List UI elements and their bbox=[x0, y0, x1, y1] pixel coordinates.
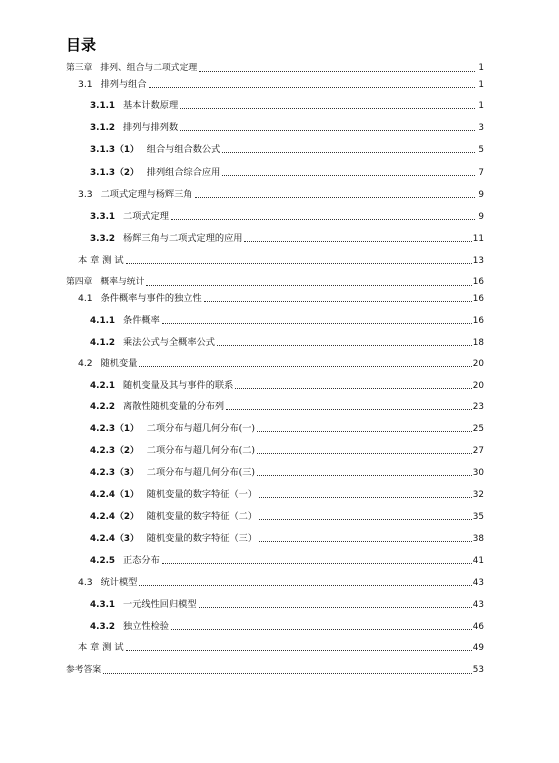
toc-entry-page: 5 bbox=[478, 145, 484, 155]
toc-entry-title: 独立性检验 bbox=[123, 621, 169, 632]
toc-entry-title: 排列与排列数 bbox=[123, 122, 179, 133]
toc-entry[interactable] bbox=[90, 210, 484, 223]
dot-leader bbox=[259, 518, 472, 520]
toc-entry-page: 43 bbox=[472, 600, 484, 610]
toc-entry[interactable] bbox=[90, 232, 484, 245]
toc-entry[interactable] bbox=[90, 444, 484, 457]
toc-entry-number: 4.2 bbox=[78, 358, 93, 369]
toc-entry-page: 1 bbox=[478, 101, 484, 111]
dot-leader bbox=[204, 300, 472, 302]
toc-entry-title: 条件概率 bbox=[123, 315, 160, 326]
toc-entry[interactable] bbox=[90, 143, 484, 156]
toc-entry-page: 16 bbox=[472, 294, 484, 304]
dot-leader bbox=[235, 387, 472, 389]
dot-leader bbox=[226, 408, 472, 410]
toc-entry-page: 16 bbox=[472, 277, 484, 287]
toc-entry-title: 随机变量的数字特征（二） bbox=[146, 511, 258, 522]
toc-entry-page: 7 bbox=[478, 168, 484, 178]
toc-entry-number: 4.3.2 bbox=[90, 622, 116, 632]
toc-entry-page: 11 bbox=[472, 234, 484, 244]
toc-entry-title: 随机变量及其与事件的联系 bbox=[123, 380, 234, 391]
toc-entry-page: 32 bbox=[472, 490, 484, 500]
toc-entry[interactable] bbox=[78, 188, 484, 201]
toc-entry-title: 离散性随机变量的分布列 bbox=[123, 401, 225, 412]
toc-entry-number: 3.1 bbox=[78, 79, 93, 90]
toc-entry-page: 1 bbox=[478, 63, 484, 73]
dot-leader bbox=[162, 322, 472, 324]
toc-entry-page: 43 bbox=[472, 578, 484, 588]
toc-entry-title: 二项分布与超几何分布(三) bbox=[146, 467, 255, 478]
toc-entry-title: 二项分布与超几何分布(二) bbox=[146, 445, 255, 456]
dot-leader bbox=[126, 649, 472, 651]
toc-entry-title: 乘法公式与全概率公式 bbox=[123, 337, 215, 348]
dot-leader bbox=[217, 344, 472, 346]
toc-entry-number: 3.1.3（2） bbox=[90, 168, 139, 178]
toc-entry-number: 4.3.1 bbox=[90, 600, 116, 610]
dot-leader bbox=[199, 70, 475, 72]
toc-entry-number: 4.2.1 bbox=[90, 381, 116, 391]
toc-entry-page: 3 bbox=[478, 123, 484, 133]
toc-entry-page: 35 bbox=[472, 512, 484, 522]
toc-entry[interactable] bbox=[78, 292, 484, 305]
dot-leader bbox=[146, 284, 471, 286]
toc-entry-number: 第三章 bbox=[66, 63, 93, 73]
toc-entry-page: 18 bbox=[472, 338, 484, 348]
dot-leader bbox=[259, 496, 472, 498]
dot-leader bbox=[259, 540, 472, 542]
toc-entry-title: 排列与组合 bbox=[100, 79, 147, 90]
toc-entry[interactable] bbox=[66, 664, 484, 677]
toc-entry-title: 二项式定理与杨辉三角 bbox=[100, 189, 193, 200]
toc-entry[interactable] bbox=[90, 400, 484, 413]
toc-entry[interactable] bbox=[90, 166, 484, 179]
toc-entry-title: 随机变量的数字特征（一） bbox=[146, 489, 258, 500]
toc-entry[interactable] bbox=[78, 78, 484, 91]
toc-entry-title: 基本计数原理 bbox=[123, 100, 179, 111]
toc-entry-title: 排列组合综合应用 bbox=[146, 167, 221, 178]
dot-leader bbox=[162, 562, 472, 564]
toc-entry-number: 3.3.1 bbox=[90, 212, 116, 222]
toc-entry-title: 统计模型 bbox=[100, 577, 138, 588]
dot-leader bbox=[199, 606, 472, 608]
toc-entry-page: 16 bbox=[472, 316, 484, 326]
dot-leader bbox=[149, 86, 475, 88]
toc-entry-page: 25 bbox=[472, 424, 484, 434]
toc-entry-title: 杨辉三角与二项式定理的应用 bbox=[123, 233, 243, 244]
toc-entry-number: 4.2.3（3） bbox=[90, 468, 139, 478]
dot-leader bbox=[257, 430, 472, 432]
toc-entry-number: 4.2.3（1） bbox=[90, 424, 139, 434]
toc-entry[interactable] bbox=[90, 314, 484, 327]
toc-entry[interactable] bbox=[66, 62, 484, 75]
toc-entry[interactable] bbox=[90, 121, 484, 134]
toc-entry[interactable] bbox=[90, 336, 484, 349]
toc-entry[interactable] bbox=[78, 357, 484, 370]
toc-entry-page: 1 bbox=[478, 80, 484, 90]
toc-entry-number: 3.1.1 bbox=[90, 101, 116, 111]
toc-entry-number: 3.3 bbox=[78, 189, 93, 200]
toc-title: 目录 bbox=[66, 36, 97, 54]
toc-entry-number: 4.2.4（2） bbox=[90, 512, 139, 522]
toc-entry[interactable] bbox=[90, 620, 484, 633]
toc-entry-number: 3.3.2 bbox=[90, 234, 116, 244]
toc-entry-page: 46 bbox=[472, 622, 484, 632]
toc-entry-number: 3.1.2 bbox=[90, 123, 116, 133]
toc-entry-page: 30 bbox=[472, 468, 484, 478]
toc-entry-title: 随机变量 bbox=[100, 358, 138, 369]
toc-entry-title: 概率与统计 bbox=[100, 277, 145, 287]
toc-entry-page: 41 bbox=[472, 556, 484, 566]
dot-leader bbox=[257, 452, 472, 454]
dot-leader bbox=[222, 174, 475, 176]
toc-entry-title: 组合与组合数公式 bbox=[146, 144, 221, 155]
dot-leader bbox=[171, 218, 475, 220]
toc-entry-number: 4.3 bbox=[78, 577, 93, 588]
toc-entry[interactable] bbox=[78, 641, 484, 654]
toc-entry-page: 49 bbox=[472, 643, 484, 653]
toc-entry-number: 第四章 bbox=[66, 277, 93, 287]
toc-entry[interactable] bbox=[90, 554, 484, 567]
toc-entry-page: 9 bbox=[478, 212, 484, 222]
dot-leader bbox=[139, 584, 471, 586]
toc-entry[interactable] bbox=[78, 254, 484, 267]
toc-entry-number: 4.1 bbox=[78, 293, 93, 304]
dot-leader bbox=[180, 129, 475, 131]
dot-leader bbox=[244, 240, 471, 242]
toc-entry-number: 4.2.3（2） bbox=[90, 446, 139, 456]
toc-entry-page: 53 bbox=[472, 665, 484, 675]
toc-entry-title: 一元线性回归模型 bbox=[123, 599, 197, 610]
toc-entry-number: 4.2.4（1） bbox=[90, 490, 139, 500]
toc-entry-title: 条件概率与事件的独立性 bbox=[100, 293, 202, 304]
toc-entry-page: 27 bbox=[472, 446, 484, 456]
toc-entry[interactable] bbox=[78, 576, 484, 589]
toc-entry[interactable] bbox=[66, 276, 484, 289]
toc-entry-number: 4.1.1 bbox=[90, 316, 116, 326]
toc-entry[interactable] bbox=[90, 510, 484, 523]
dot-leader bbox=[180, 107, 475, 109]
toc-entry[interactable] bbox=[90, 379, 484, 392]
toc-entry-number: 4.2.5 bbox=[90, 556, 116, 566]
toc-entry-number: 4.2.2 bbox=[90, 402, 116, 412]
toc-entry[interactable] bbox=[90, 532, 484, 545]
toc-entry-number: 4.1.2 bbox=[90, 338, 116, 348]
toc-entry-number: 3.1.3（1） bbox=[90, 145, 139, 155]
dot-leader bbox=[222, 151, 475, 153]
toc-entry-page: 38 bbox=[472, 534, 484, 544]
toc-entry[interactable] bbox=[90, 466, 484, 479]
dot-leader bbox=[257, 474, 472, 476]
toc-entry[interactable] bbox=[90, 598, 484, 611]
dot-leader bbox=[171, 628, 472, 630]
toc-entry-title: 随机变量的数字特征（三） bbox=[146, 533, 258, 544]
toc-entry-page: 13 bbox=[472, 256, 484, 266]
toc-entry[interactable] bbox=[90, 422, 484, 435]
toc-entry-title: 排列、组合与二项式定理 bbox=[100, 63, 198, 73]
toc-entry-title: 本 章 测 试 bbox=[78, 255, 124, 266]
toc-entry-page: 20 bbox=[472, 359, 484, 369]
dot-leader bbox=[139, 365, 471, 367]
toc-entry-title: 正态分布 bbox=[123, 555, 160, 566]
toc-entry-page: 9 bbox=[478, 190, 484, 200]
toc-entry-page: 23 bbox=[472, 402, 484, 412]
toc-entry[interactable] bbox=[90, 99, 484, 112]
toc-entry-number: 4.2.4（3） bbox=[90, 534, 139, 544]
toc-entry-title: 二项分布与超几何分布(一) bbox=[146, 423, 255, 434]
dot-leader bbox=[126, 262, 472, 264]
dot-leader bbox=[195, 196, 476, 198]
toc-entry-page: 20 bbox=[472, 381, 484, 391]
toc-entry[interactable] bbox=[90, 488, 484, 501]
toc-entry-title: 参考答案 bbox=[66, 665, 102, 675]
toc-entry-title: 本 章 测 试 bbox=[78, 642, 124, 653]
dot-leader bbox=[103, 672, 472, 674]
toc-entry-title: 二项式定理 bbox=[123, 211, 169, 222]
